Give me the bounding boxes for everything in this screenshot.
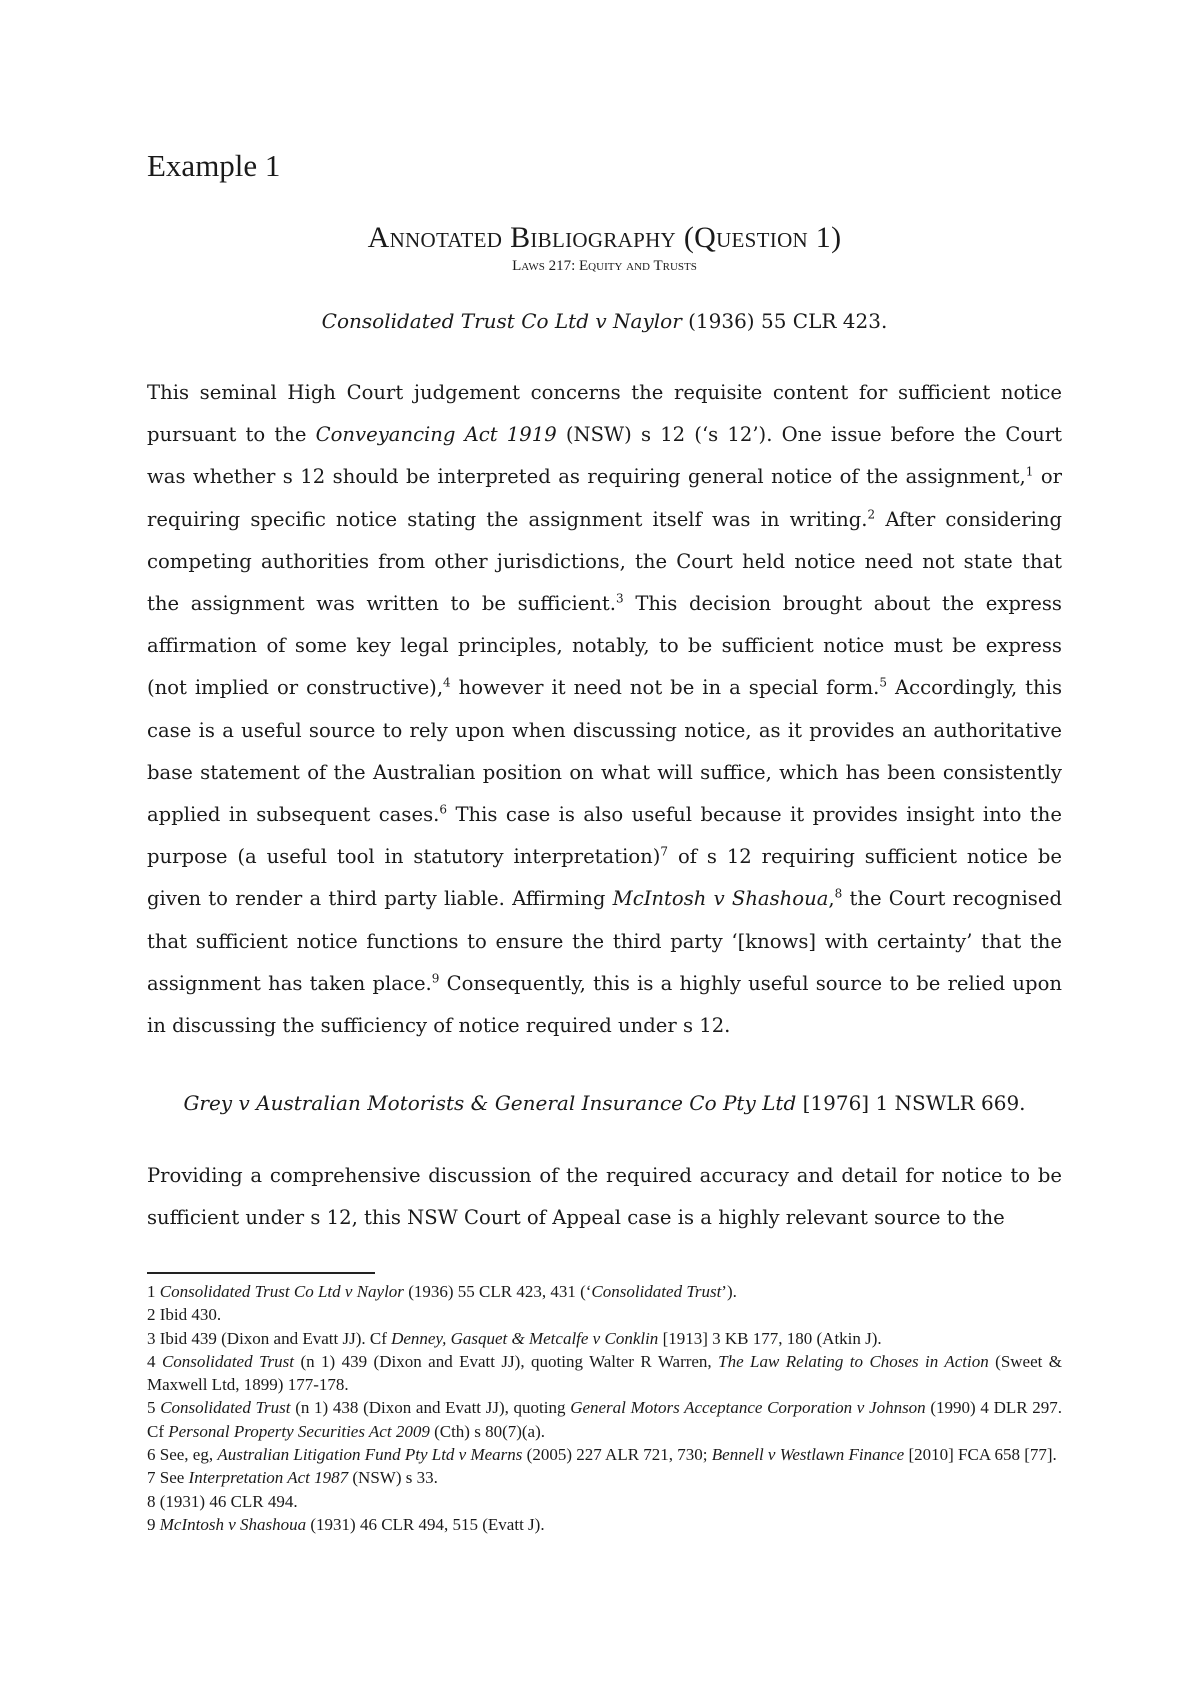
footnote-1 <box>147 1280 1062 1303</box>
footnote-number: 9 <box>147 1514 160 1534</box>
text-run: (Sweet & Maxwell Ltd, 1899) 177-178. <box>147 1351 1063 1395</box>
short-title: Consolidated Trust <box>591 1282 722 1301</box>
footnote-ref-5: 5 <box>879 675 888 690</box>
case-citation-1 <box>147 307 1062 335</box>
statute-name: Conveyancing Act 1919 <box>315 423 557 447</box>
text-run: the Court recognised that sufficient notice functions to ensure the third party ‘[knows] with certainty’ that the assignment has taken place. <box>147 887 1062 995</box>
text-run: (NSW) s 33. <box>348 1468 438 1488</box>
case-name: Denney, Gasquet & Metcalfe v Conklin <box>391 1328 659 1348</box>
text-run: (NSW) s 12 (‘s 12’). One issue before the Court was whether s 12 should be interpreted as requiring general notice of the assignment, <box>147 423 1062 489</box>
text-run: (n 1) 439 (Dixon and Evatt JJ), quoting Walter R Warren, <box>294 1351 719 1371</box>
document-subtitle: Laws 217: Equity and Trusts <box>512 258 697 274</box>
footnote-ref-8: 8 <box>834 886 843 901</box>
case-name: Australian Litigation Fund Pty Ltd v Mearns <box>217 1445 523 1465</box>
footnote-ref-4: 4 <box>443 675 451 690</box>
text-run: [2010] FCA 658 [77]. <box>904 1445 1057 1465</box>
text-run: of s 12 requiring sufficient notice be given to render a third party liable. Affirming <box>147 845 1062 911</box>
footnote-ref-2: 2 <box>867 507 876 522</box>
case-name: Consolidated Trust Co Ltd v Naylor <box>159 1282 404 1301</box>
short-title: Consolidated Trust <box>161 1351 295 1371</box>
document-page <box>147 0 1062 1698</box>
footnote-5 <box>147 1396 1062 1443</box>
text-run: (1990) 4 DLR 297. Cf <box>147 1398 1063 1441</box>
text-run: (2005) 227 ALR 721, 730; <box>522 1445 712 1465</box>
footnote-separator <box>147 1272 375 1274</box>
case-name: Consolidated Trust Co Ltd v Naylor <box>321 309 682 333</box>
case-citation-2 <box>147 1089 1062 1117</box>
footnote-8: 8 (1931) 46 CLR 494. <box>147 1491 298 1511</box>
footnote-6 <box>147 1443 1062 1466</box>
text-run: or requiring specific notice stating the assignment itself was in writing. <box>147 465 1062 531</box>
example-heading: Example 1 <box>147 148 281 183</box>
footnote-7 <box>147 1466 1062 1489</box>
case-name: General Motors Acceptance Corporation v Johnson <box>570 1398 926 1418</box>
footnote-3 <box>147 1327 1062 1350</box>
footnote-ref-1: 1 <box>1025 464 1034 479</box>
footnote-ref-9: 9 <box>431 971 440 986</box>
text-run: [1913] 3 KB 177, 180 (Atkin J). <box>658 1328 882 1348</box>
text-run: After considering competing authorities from other jurisdictions, the Court held notice need not state that the assignment was written to be sufficient. <box>147 507 1062 616</box>
document-title: Annotated Bibliography (Question 1) <box>367 221 842 254</box>
case-name: Bennell v Westlawn Finance <box>711 1445 905 1465</box>
case-name: McIntosh v Shashoua <box>159 1514 307 1534</box>
case-name: Grey v Australian Motorists & General Insurance Co Pty Ltd <box>183 1091 797 1115</box>
footnote-ref-7: 7 <box>660 844 669 859</box>
footnote-9 <box>147 1513 1062 1536</box>
footnote-2: 2 Ibid 430. <box>147 1305 222 1325</box>
text-run: ’). <box>721 1282 737 1301</box>
text-run: (1936) 55 CLR 423, 431 (‘ <box>403 1282 592 1301</box>
annotation-paragraph-1 <box>147 372 1062 1047</box>
text-run: This case is also useful because it provides insight into the purpose (a useful tool in statutory interpretation) <box>147 803 1063 869</box>
text-run: 3 Ibid 439 (Dixon and Evatt JJ). Cf <box>147 1328 392 1348</box>
statute-name: Personal Property Securities Act 2009 <box>168 1421 430 1441</box>
footnote-number: 5 <box>147 1398 161 1418</box>
text-run: however it need not be in a special form. <box>450 676 880 700</box>
case-name: McIntosh v Shashoua <box>612 887 829 911</box>
footnote-number: 4 <box>147 1351 162 1371</box>
footnotes <box>147 1280 1062 1536</box>
statute-name: Interpretation Act 1987 <box>188 1468 349 1488</box>
book-title: The Law Relating to Choses in Action <box>718 1351 989 1371</box>
footnote-4 <box>147 1350 1062 1397</box>
text-run: This decision brought about the express affirmation of some key legal principles, notably, to be sufficient notice must be express (not implied or constructive), <box>147 592 1062 700</box>
text-run: 7 See <box>147 1468 189 1488</box>
footnote-number: 1 <box>147 1282 160 1301</box>
text-run: , <box>828 887 835 911</box>
text-run: (Cth) s 80(7)(a). <box>429 1421 546 1441</box>
text-run: Consequently, this is a highly useful source to be relied upon in discussing the sufficiency of notice required under s 12. <box>147 971 1062 1038</box>
footnote-ref-3: 3 <box>616 591 624 606</box>
footnote-ref-6: 6 <box>439 802 447 817</box>
case-reference: [1976] 1 NSWLR 669. <box>796 1091 1026 1115</box>
annotation-paragraph-2: Providing a comprehensive discussion of the required accuracy and detail for notice to be sufficient under s 12, this NSW Court of Appeal case is a highly relevant source to the <box>147 1164 1062 1230</box>
short-title: Consolidated Trust <box>160 1398 291 1418</box>
text-run: This seminal High Court judgement concerns the requisite content for sufficient notice pursuant to the <box>147 381 1062 447</box>
case-reference: (1936) 55 CLR 423. <box>681 309 888 333</box>
text-run: (1931) 46 CLR 494, 515 (Evatt J). <box>306 1514 545 1534</box>
text-run: 6 See, eg, <box>147 1445 218 1465</box>
text-run: Accordingly, this case is a useful source to rely upon when discussing notice, as it provides an authoritative base statement of the Australian position on what will suffice, which has been consistently applied in subsequent cases. <box>147 676 1062 827</box>
text-run: (n 1) 438 (Dixon and Evatt JJ), quoting <box>290 1398 571 1418</box>
